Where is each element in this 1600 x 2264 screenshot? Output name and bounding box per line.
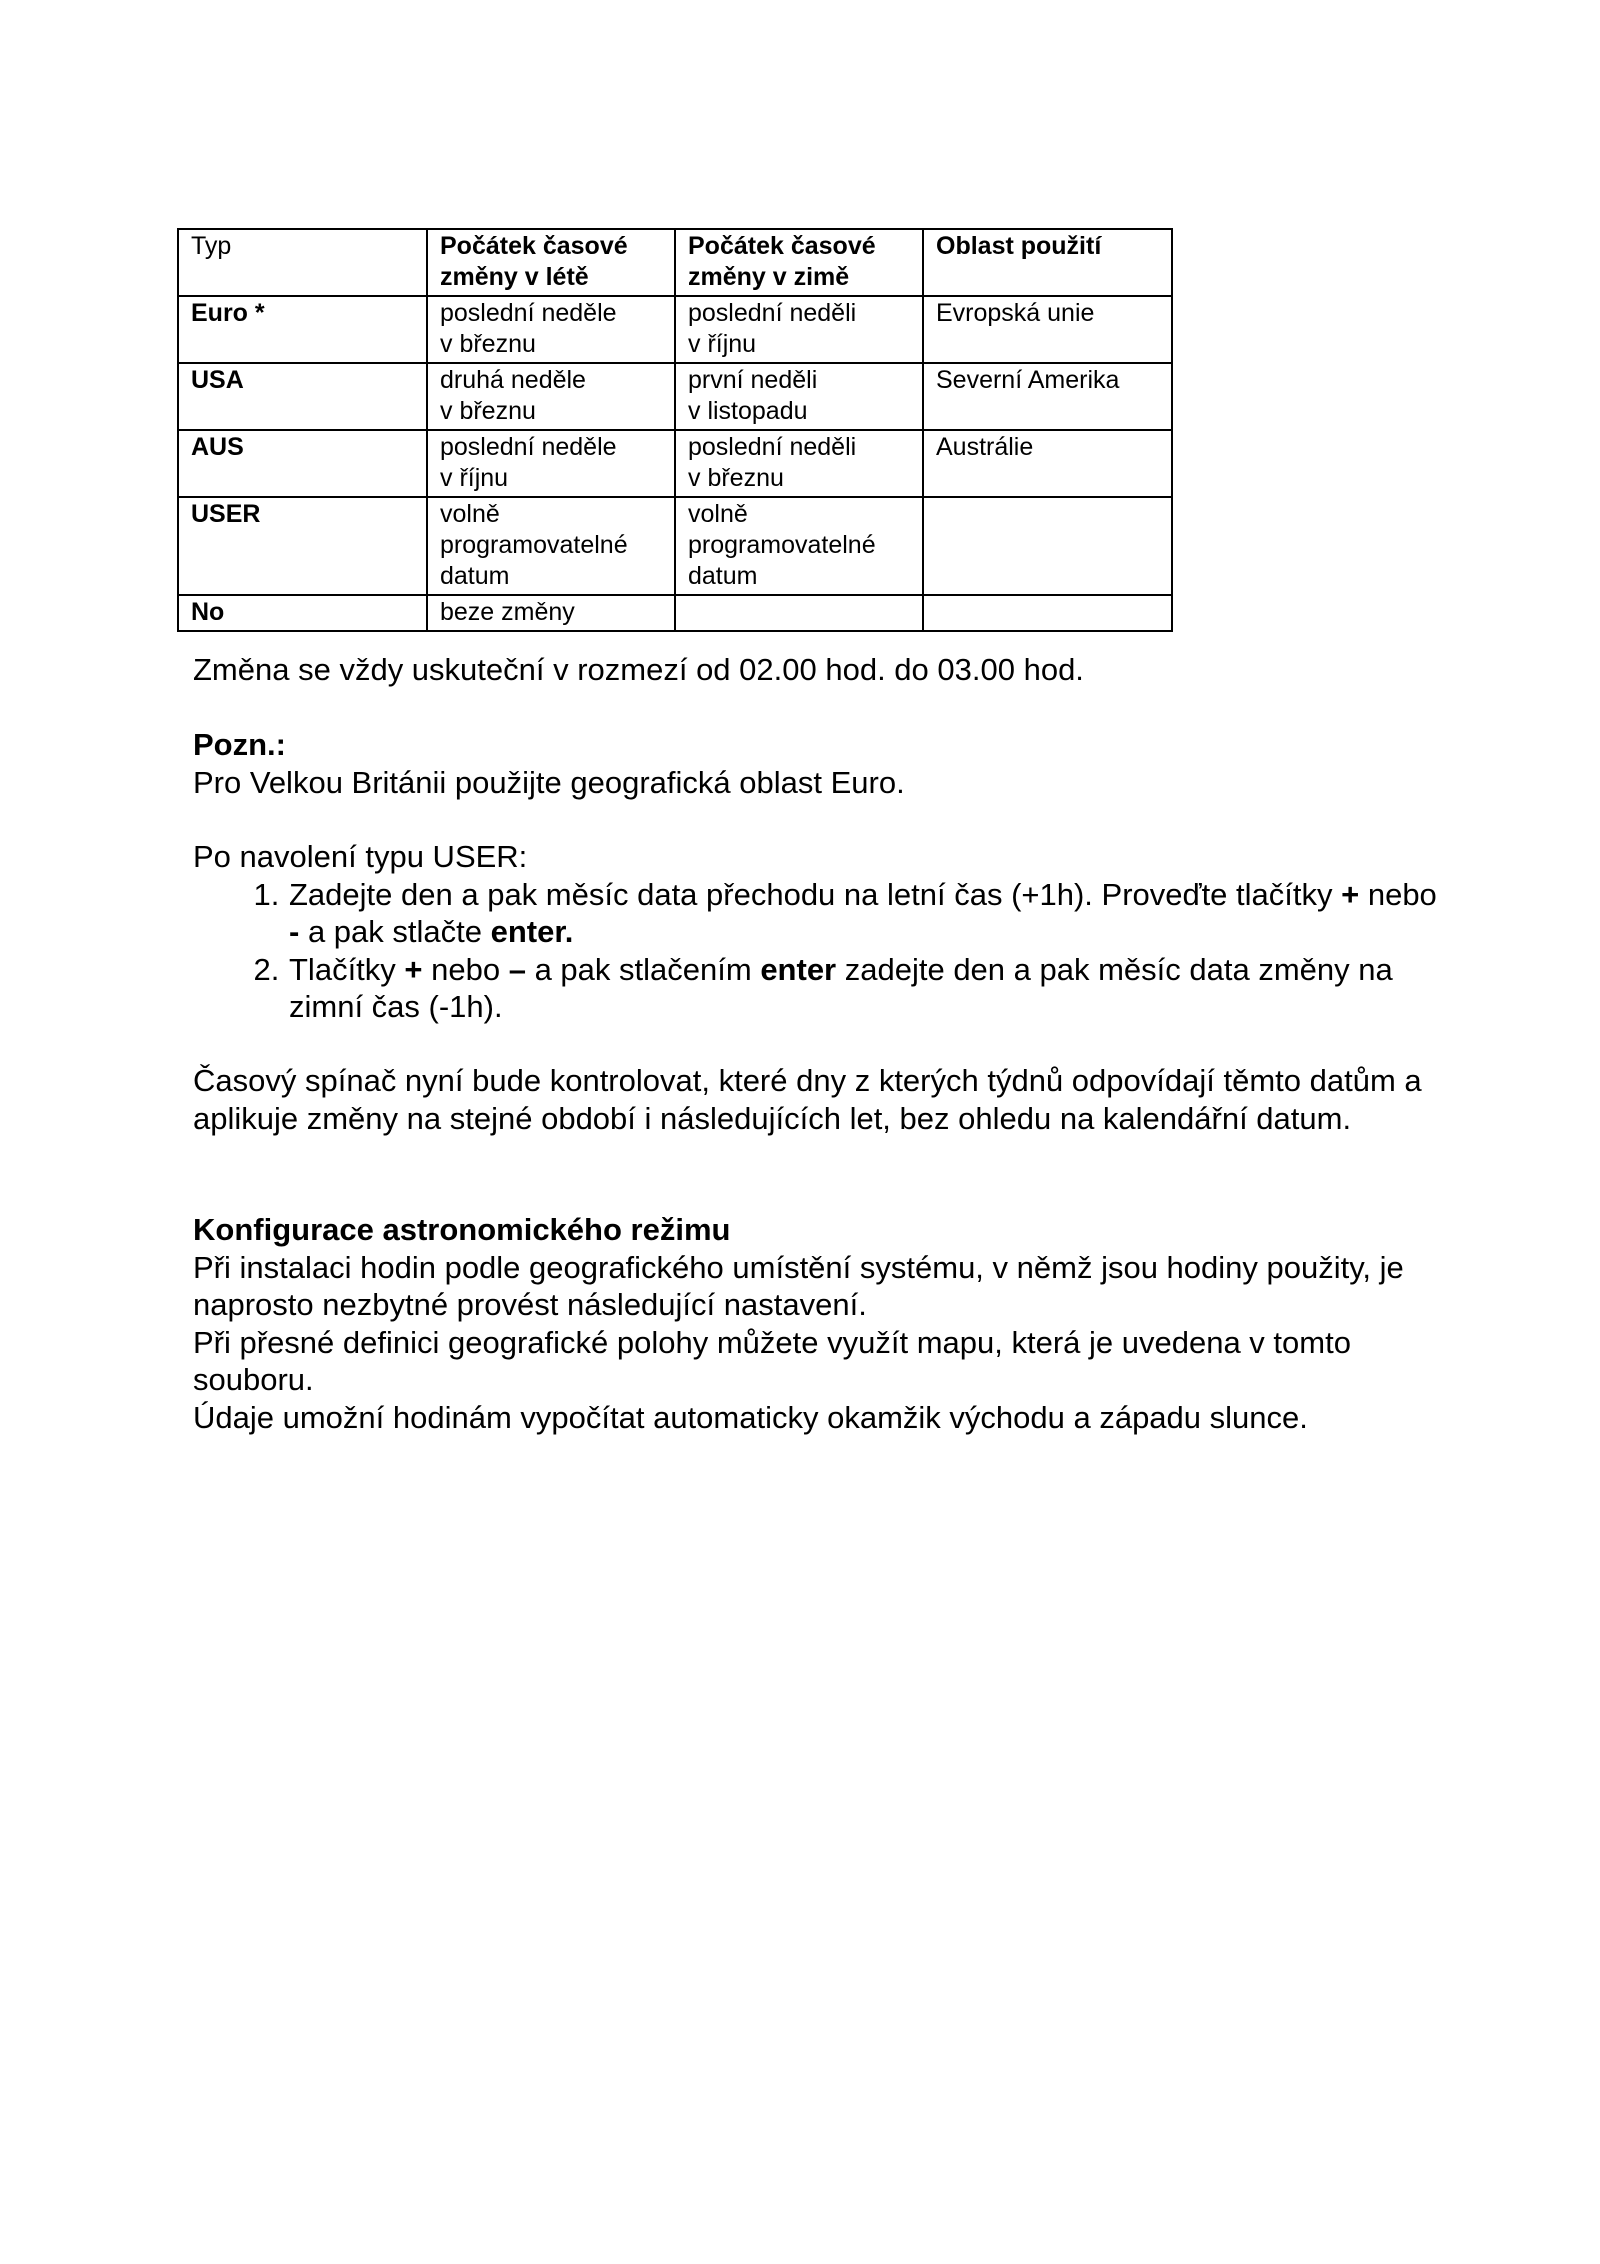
user-steps	[193, 876, 1453, 1026]
list-item: 1. Zadejte den a pak měsíc data přechodu na letní čas (+1h). Proveďte tlačítky + nebo - a pak stlačte enter.	[288, 876, 1453, 951]
table-row	[178, 497, 1172, 595]
row-winter: poslední neděli v říjnu	[675, 296, 923, 363]
header-summer: Počátek časové změny v létě	[427, 229, 675, 296]
timer-paragraph: Časový spínač nyní bude kontrolovat, které dny z kterých týdnů odpovídají těmto datům a aplikuje změny na stejné období i následujících let, bez ohledu na kalendářní datum.	[193, 1063, 1422, 1136]
row-summer: poslední neděle v říjnu	[427, 430, 675, 497]
table-row	[178, 296, 1172, 363]
row-area	[923, 497, 1172, 595]
row-winter: první neděli v listopadu	[675, 363, 923, 430]
row-type: AUS	[178, 430, 427, 497]
user-section	[193, 838, 1453, 1026]
table-row	[178, 363, 1172, 430]
table-row	[178, 430, 1172, 497]
row-type: USER	[178, 497, 427, 595]
astro-paragraph: Při přesné definici geografické polohy můžete využít mapu, která je uvedena v tomto souboru.	[193, 1324, 1351, 1397]
change-note: Změna se vždy uskuteční v rozmezí od 02.00 hod. do 03.00 hod.	[193, 652, 1084, 687]
row-summer: volně programovatelné datum	[427, 497, 675, 595]
pozn-heading: Pozn.:	[193, 727, 286, 762]
row-type: No	[178, 595, 427, 631]
astro-heading: Konfigurace astronomického režimu	[193, 1212, 731, 1247]
row-area: Evropská unie	[923, 296, 1172, 363]
pozn-section	[193, 726, 1453, 801]
row-type: Euro *	[178, 296, 427, 363]
row-area: Austrálie	[923, 430, 1172, 497]
row-winter: poslední neděli v březnu	[675, 430, 923, 497]
row-summer: poslední neděle v březnu	[427, 296, 675, 363]
dst-table	[177, 228, 1173, 632]
table-row	[178, 595, 1172, 631]
table-header-row	[178, 229, 1172, 296]
row-summer: beze změny	[427, 595, 675, 631]
row-type: USA	[178, 363, 427, 430]
header-area: Oblast použití	[923, 229, 1172, 296]
row-summer: druhá neděle v březnu	[427, 363, 675, 430]
pozn-text: Pro Velkou Británii použijte geografická oblast Euro.	[193, 764, 905, 800]
row-winter	[675, 595, 923, 631]
header-winter: Počátek časové změny v zimě	[675, 229, 923, 296]
astro-paragraph: Údaje umožní hodinám vypočítat automaticky okamžik východu a západu slunce.	[193, 1399, 1308, 1435]
user-intro: Po navolení typu USER:	[193, 839, 528, 874]
astro-paragraph: Při instalaci hodin podle geografického umístění systému, v němž jsou hodiny použity, je naprosto nezbytné provést následující nastavení.	[193, 1249, 1404, 1322]
astro-section	[193, 1211, 1453, 1436]
header-type: Typ	[178, 229, 427, 296]
row-area	[923, 595, 1172, 631]
list-item: 2. Tlačítky + nebo – a pak stlačením enter zadejte den a pak měsíc data změny na zimní čas (-1h).	[288, 951, 1453, 1026]
row-area: Severní Amerika	[923, 363, 1172, 430]
row-winter: volně programovatelné datum	[675, 497, 923, 595]
